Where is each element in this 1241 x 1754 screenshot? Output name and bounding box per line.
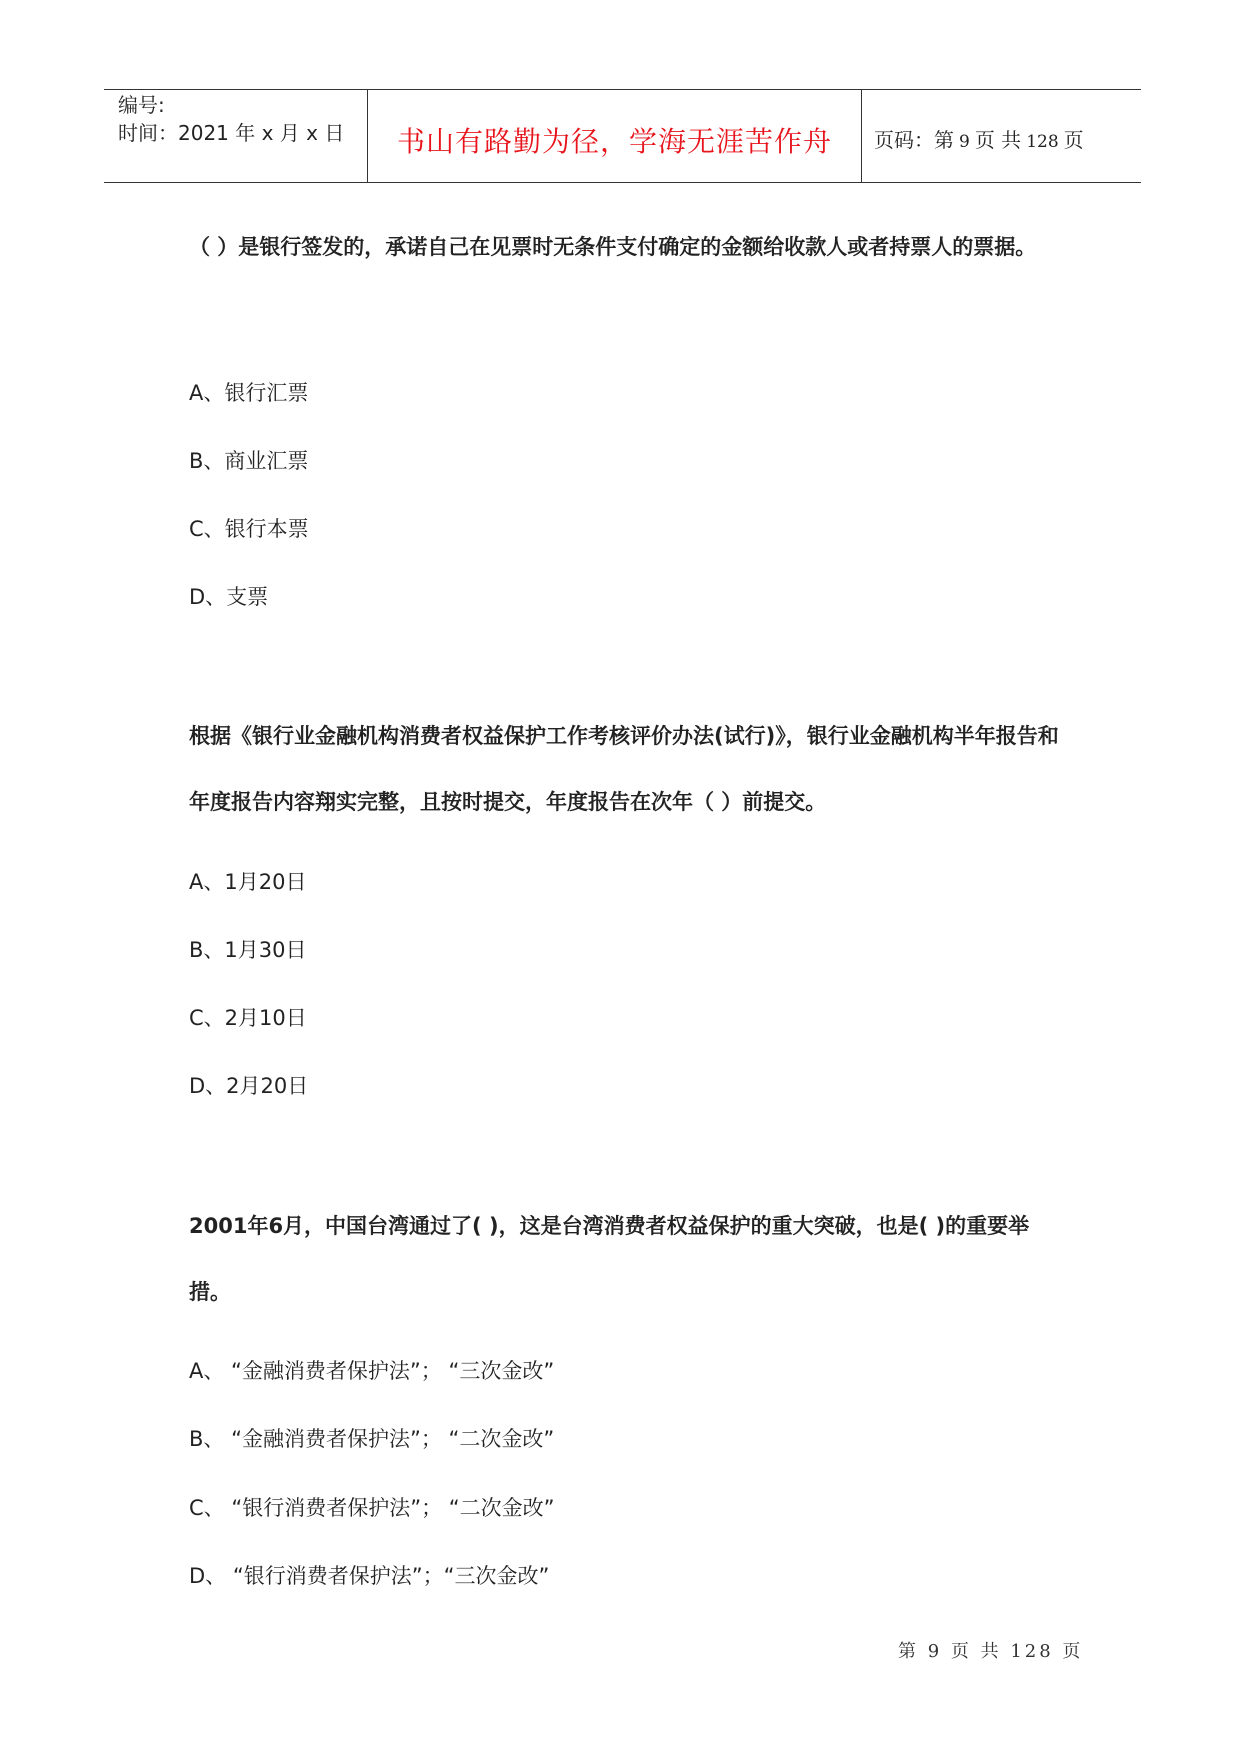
page-current: 9 — [959, 132, 970, 152]
header-motto-cell — [368, 90, 862, 182]
page-total: 128 — [1026, 132, 1059, 152]
document-time-label: 时间：2021 年 x 月 x 日 — [118, 121, 345, 145]
question-3-option-b: B、 “金融消费者保护法”； “二次金改” — [189, 1427, 555, 1451]
document-number-label: 编号: — [118, 93, 165, 117]
document-header — [104, 89, 1141, 183]
question-2-text: 根据《银行业金融机构消费者权益保护工作考核评价办法(试行)》，银行业金融机构半年报告和年度报告内容翔实完整，且按时提交，年度报告在次年（ ）前提交。 — [189, 724, 1059, 814]
question-3-text: 2001年6月，中国台湾通过了( )，这是台湾消费者权益保护的重大突破，也是( )的重要举措。 — [189, 1214, 1030, 1304]
page-mid: 页 共 — [974, 128, 1022, 152]
header-page-cell — [862, 90, 1141, 182]
question-1-option-c: C、银行本票 — [189, 517, 309, 541]
question-2-option-d: D、2月20日 — [189, 1074, 309, 1098]
question-2-option-b: B、1月30日 — [189, 938, 307, 962]
question-1-option-d: D、支票 — [189, 585, 269, 609]
question-2-option-c: C、2月10日 — [189, 1006, 307, 1030]
question-3-option-d: D、 “银行消费者保护法”；“三次金改” — [189, 1564, 550, 1588]
header-page-number — [874, 124, 1084, 153]
question-1-option-a: A、银行汇票 — [189, 381, 309, 405]
question-2-option-a: A、1月20日 — [189, 870, 307, 894]
question-1-option-b: B、商业汇票 — [189, 449, 309, 473]
question-3-option-a: A、 “金融消费者保护法”； “三次金改” — [189, 1359, 555, 1383]
question-1-text: （ ）是银行签发的，承诺自己在见票时无条件支付确定的金额给收款人或者持票人的票据。 — [189, 235, 1037, 259]
page-footer: 第 9 页 共 128 页 — [898, 1641, 1084, 1662]
question-3-option-c: C、 “银行消费者保护法”； “二次金改” — [189, 1496, 555, 1520]
page-prefix: 页码：第 — [874, 128, 954, 152]
header-info-cell — [104, 90, 368, 182]
header-motto: 书山有路勤为径，学海无涯苦作舟 — [396, 125, 832, 158]
page-suffix: 页 — [1063, 128, 1084, 152]
